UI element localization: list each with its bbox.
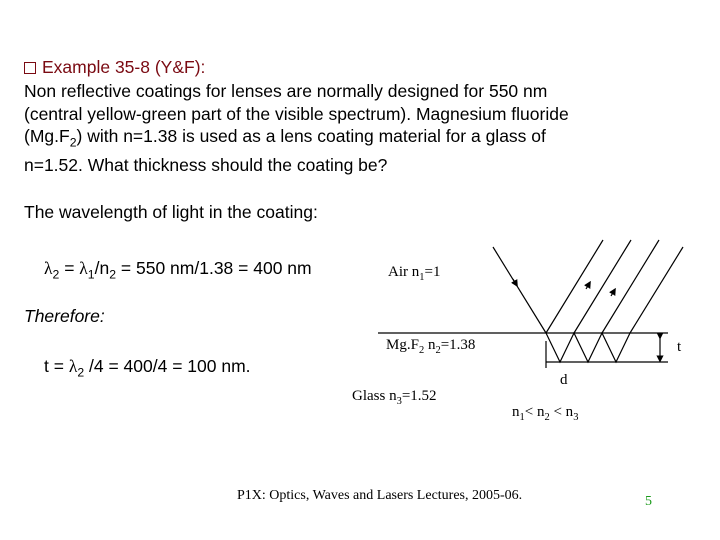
reflected-ray-4 xyxy=(630,247,683,333)
lambda-sub-2: 1 xyxy=(87,267,95,282)
thickness-pre: t = xyxy=(44,356,69,376)
page-number: 5 xyxy=(645,494,652,509)
t-label: t xyxy=(677,339,682,355)
refractive-inequality xyxy=(512,404,578,423)
mgf2-label xyxy=(386,337,475,356)
mgf2-mid: n xyxy=(424,337,436,353)
air-label-pre: Air n xyxy=(388,264,420,280)
footer-text: P1X: Optics, Waves and Lasers Lectures, 2005-06. xyxy=(237,488,523,503)
reflected-arrow-2 xyxy=(611,291,614,296)
slash-n: /n xyxy=(94,258,110,278)
glass-pre: Glass n xyxy=(352,388,397,404)
lambda-symbol: λ xyxy=(44,258,53,278)
glass-label xyxy=(352,388,437,407)
ineq-b: < n xyxy=(524,404,545,420)
reflected-ray-3 xyxy=(602,240,659,333)
internal-reflections xyxy=(546,333,630,362)
ineq-s3: 3 xyxy=(573,412,579,423)
ineq-s2: 2 xyxy=(544,412,550,423)
ineq-c: < n xyxy=(549,404,574,420)
glass-sub: 3 xyxy=(396,396,402,407)
lambda-symbol-2: λ xyxy=(79,258,88,278)
mgf2-pre: Mg.F xyxy=(386,337,419,353)
thickness-lambda: λ xyxy=(68,356,78,376)
incident-ray xyxy=(493,247,546,333)
reflected-ray-1 xyxy=(546,240,603,333)
reflected-arrow-1 xyxy=(586,284,589,289)
thickness-rest: /4 = 400/4 = 100 nm. xyxy=(84,356,251,376)
reflected-ray-2 xyxy=(574,240,631,333)
problem-line-4: n=1.52. What thickness should the coating be? xyxy=(24,155,388,175)
equation-rest: = 550 nm/1.38 = 400 nm xyxy=(116,258,312,278)
problem-line-3-sub: 2 xyxy=(69,135,77,150)
mgf2-post: =1.38 xyxy=(440,337,476,353)
air-label-sub: 1 xyxy=(419,272,425,283)
problem-line-2: (central yellow-green part of the visible spectrum). Magnesium fluoride xyxy=(24,103,569,124)
incident-arrow xyxy=(513,279,516,284)
problem-line-1: Non reflective coatings for lenses are normally designed for 550 nm xyxy=(24,81,548,101)
air-label xyxy=(388,264,440,283)
example-title-text: Example 35-8 (Y&F): xyxy=(42,57,206,77)
mgf2-sub2: 2 xyxy=(435,345,441,356)
lambda-sub: 2 xyxy=(52,267,60,282)
n-sub: 2 xyxy=(109,267,117,282)
ineq-s1: 1 xyxy=(519,412,525,423)
equals: = xyxy=(59,258,80,278)
therefore-label: Therefore: xyxy=(24,306,105,326)
problem-line-3-b: ) with n=1.38 is used as a lens coating material for a glass of xyxy=(76,126,546,146)
glass-post: =1.52 xyxy=(401,388,437,404)
wavelength-intro: The wavelength of light in the coating: xyxy=(24,202,318,222)
problem-line-3-a: (Mg.F xyxy=(24,126,70,146)
mgf2-sub1: 2 xyxy=(418,345,425,356)
thickness-sub: 2 xyxy=(77,365,85,380)
air-label-post: =1 xyxy=(424,264,441,280)
d-label: d xyxy=(560,372,568,388)
ineq-a: n xyxy=(512,404,520,420)
